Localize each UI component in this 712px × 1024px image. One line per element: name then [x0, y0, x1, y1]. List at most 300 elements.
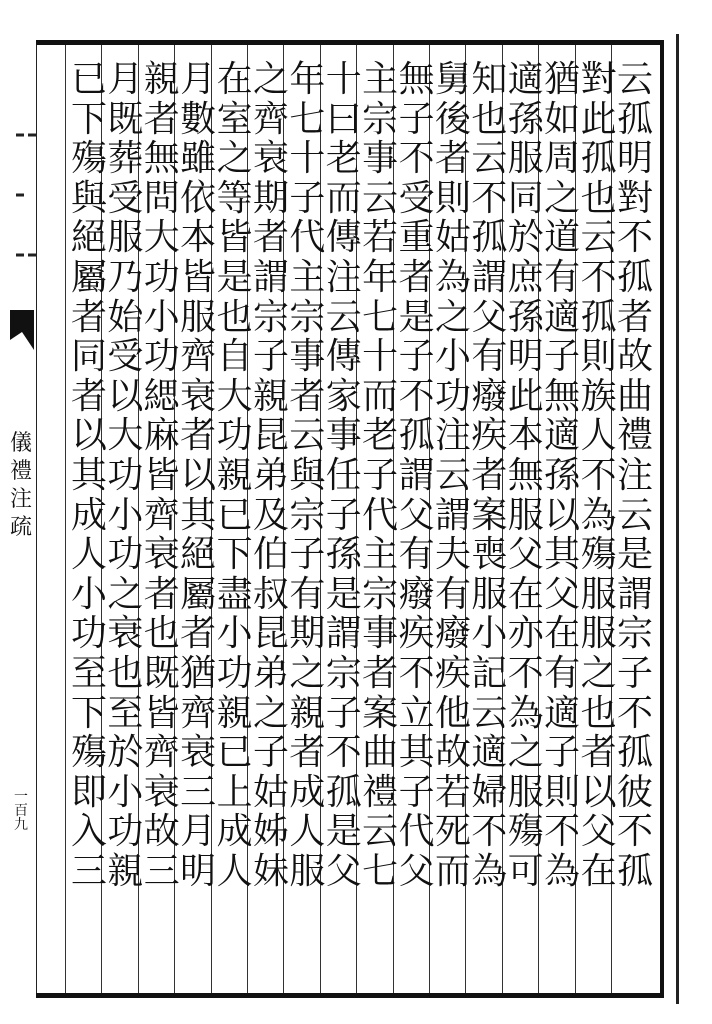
character: 子 [544, 732, 581, 774]
character: 無 [398, 59, 435, 100]
character: 皆 [180, 256, 217, 298]
character: 不 [398, 138, 435, 180]
character: 宗 [252, 296, 289, 338]
character: 庶 [507, 256, 544, 298]
character: 則 [434, 177, 471, 219]
character: 云 [362, 177, 399, 219]
character: 依 [180, 177, 217, 219]
character: 皆 [216, 217, 253, 259]
character: 人 [289, 811, 326, 853]
character: 成 [216, 811, 253, 853]
character: 子 [325, 494, 362, 536]
character: 故 [143, 811, 180, 853]
character: 在 [216, 59, 253, 100]
character: 傳 [325, 336, 362, 378]
character: 案 [471, 494, 508, 536]
character: 已 [216, 494, 253, 536]
character: 屬 [70, 256, 107, 298]
character: 者 [143, 573, 180, 615]
character: 以 [107, 375, 144, 417]
character: 代 [289, 217, 326, 259]
character: 為 [471, 850, 508, 892]
character: 下 [70, 98, 107, 140]
character: 小 [70, 573, 107, 615]
character: 人 [70, 534, 107, 576]
character: 殤 [70, 138, 107, 180]
character: 小 [107, 771, 144, 813]
character: 在 [507, 573, 544, 615]
character: 下 [70, 692, 107, 734]
character: 在 [580, 850, 617, 892]
character: 有 [544, 256, 581, 298]
character: 事 [362, 613, 399, 655]
character: 齊 [180, 336, 217, 378]
title-character: 疏 [9, 515, 32, 540]
character: 云 [471, 138, 508, 180]
character: 而 [325, 177, 362, 219]
title-character: 禮 [9, 459, 32, 484]
character: 謂 [325, 613, 362, 655]
character: 者 [471, 454, 508, 496]
character: 孫 [325, 534, 362, 576]
character: 子 [252, 732, 289, 774]
character: 適 [507, 59, 544, 100]
folio-number [8, 790, 34, 832]
character: 子 [398, 98, 435, 140]
character: 功 [107, 811, 144, 853]
character: 有 [471, 336, 508, 378]
character: 衰 [143, 771, 180, 813]
character: 葬 [107, 138, 144, 180]
character: 昆 [252, 613, 289, 655]
character: 子 [252, 336, 289, 378]
character: 若 [362, 217, 399, 259]
character: 之 [107, 573, 144, 615]
character: 為 [580, 494, 617, 536]
character: 家 [325, 375, 362, 417]
character: 功 [434, 375, 471, 417]
character: 殤 [70, 732, 107, 774]
character: 若 [434, 771, 471, 813]
character: 曰 [325, 98, 362, 140]
character: 也 [580, 177, 617, 219]
folio-character: 百 [14, 803, 28, 819]
character: 期 [289, 613, 326, 655]
character: 有 [434, 573, 471, 615]
character: 成 [289, 771, 326, 813]
character: 既 [143, 652, 180, 694]
character: 親 [143, 59, 180, 100]
character: 者 [70, 375, 107, 417]
character: 癈 [434, 613, 471, 655]
character: 三 [143, 850, 180, 892]
character: 孤 [616, 850, 653, 892]
character: 功 [70, 613, 107, 655]
character: 小 [143, 296, 180, 338]
character: 亦 [507, 613, 544, 655]
character: 主 [362, 59, 399, 100]
character: 對 [580, 59, 617, 100]
character: 父 [398, 850, 435, 892]
character: 姑 [434, 217, 471, 259]
character: 小 [216, 613, 253, 655]
character: 父 [325, 850, 362, 892]
character: 親 [216, 454, 253, 496]
character: 孤 [616, 98, 653, 140]
character: 夫 [434, 534, 471, 576]
character: 親 [289, 692, 326, 734]
character: 七 [289, 98, 326, 140]
character: 以 [70, 415, 107, 457]
character: 也 [580, 692, 617, 734]
character: 其 [70, 454, 107, 496]
character: 明 [180, 850, 217, 892]
character: 自 [216, 336, 253, 378]
character: 者 [398, 256, 435, 298]
character: 衰 [107, 613, 144, 655]
character: 謂 [252, 256, 289, 298]
character: 齊 [143, 494, 180, 536]
character: 禮 [362, 771, 399, 813]
character: 本 [507, 415, 544, 457]
character: 族 [580, 375, 617, 417]
character: 月 [180, 59, 217, 100]
character: 也 [216, 296, 253, 338]
character: 老 [325, 138, 362, 180]
character: 麻 [143, 415, 180, 457]
character: 殤 [507, 811, 544, 853]
character: 猶 [544, 59, 581, 100]
character: 代 [362, 494, 399, 536]
character: 即 [70, 771, 107, 813]
character: 宗 [289, 296, 326, 338]
character: 等 [216, 177, 253, 219]
character: 皆 [143, 692, 180, 734]
character: 始 [107, 296, 144, 338]
character: 婦 [471, 771, 508, 813]
character: 姊 [252, 811, 289, 853]
character: 主 [362, 534, 399, 576]
character: 服 [507, 138, 544, 180]
character: 者 [70, 296, 107, 338]
character: 疾 [434, 652, 471, 694]
character: 孤 [580, 296, 617, 338]
character: 齊 [143, 732, 180, 774]
character: 是 [325, 573, 362, 615]
character: 此 [507, 375, 544, 417]
margin-tick-marks [14, 105, 38, 345]
character: 猶 [180, 652, 217, 694]
character: 孤 [616, 256, 653, 298]
character: 小 [434, 336, 471, 378]
character: 以 [180, 454, 217, 496]
character: 已 [70, 59, 107, 100]
folio-character: 九 [14, 817, 28, 833]
character: 弟 [252, 652, 289, 694]
character: 小 [471, 613, 508, 655]
character: 者 [434, 138, 471, 180]
character: 受 [398, 177, 435, 219]
character: 功 [216, 415, 253, 457]
character: 此 [580, 98, 617, 140]
character: 任 [325, 454, 362, 496]
character: 既 [107, 98, 144, 140]
character: 者 [180, 415, 217, 457]
character: 可 [507, 850, 544, 892]
character: 他 [434, 692, 471, 734]
character: 孫 [507, 296, 544, 338]
text-column [66, 60, 112, 891]
character: 以 [580, 771, 617, 813]
character: 弟 [252, 454, 289, 496]
character: 則 [580, 336, 617, 378]
character: 謂 [434, 494, 471, 536]
character: 老 [362, 415, 399, 457]
character: 十 [289, 138, 326, 180]
character: 者 [252, 217, 289, 259]
character: 成 [70, 494, 107, 536]
character: 孤 [580, 138, 617, 180]
character: 云 [325, 296, 362, 338]
character: 是 [616, 534, 653, 576]
character: 三 [70, 850, 107, 892]
character: 父 [398, 494, 435, 536]
character: 者 [580, 732, 617, 774]
character: 注 [325, 256, 362, 298]
character: 禮 [616, 415, 653, 457]
character: 癈 [398, 573, 435, 615]
character: 同 [70, 336, 107, 378]
character: 於 [507, 217, 544, 259]
character: 之 [434, 296, 471, 338]
character: 子 [362, 454, 399, 496]
character: 至 [70, 652, 107, 694]
character: 而 [362, 375, 399, 417]
character: 子 [398, 336, 435, 378]
character: 十 [362, 336, 399, 378]
character: 問 [143, 177, 180, 219]
character: 同 [507, 177, 544, 219]
character: 殤 [580, 534, 617, 576]
character: 其 [398, 732, 435, 774]
character: 宗 [289, 494, 326, 536]
character: 屬 [180, 573, 217, 615]
character: 父 [580, 811, 617, 853]
character: 衰 [180, 732, 217, 774]
character: 是 [325, 811, 362, 853]
character: 明 [616, 138, 653, 180]
character: 之 [252, 59, 289, 100]
character: 子 [289, 177, 326, 219]
character: 子 [544, 336, 581, 378]
character: 舅 [434, 59, 471, 100]
character: 服 [471, 573, 508, 615]
character: 記 [471, 652, 508, 694]
character: 孫 [507, 98, 544, 140]
character: 周 [544, 138, 581, 180]
character: 云 [580, 217, 617, 259]
character: 子 [289, 534, 326, 576]
character: 疾 [471, 415, 508, 457]
character: 父 [544, 573, 581, 615]
character: 者 [289, 375, 326, 417]
character: 十 [325, 59, 362, 100]
character: 功 [143, 256, 180, 298]
character: 主 [289, 256, 326, 298]
character: 無 [544, 375, 581, 417]
character: 也 [143, 613, 180, 655]
character: 事 [289, 336, 326, 378]
character: 是 [398, 296, 435, 338]
character: 子 [616, 652, 653, 694]
character: 為 [434, 256, 471, 298]
character: 親 [252, 375, 289, 417]
character: 對 [616, 177, 653, 219]
character: 事 [325, 415, 362, 457]
character: 適 [471, 732, 508, 774]
character: 而 [434, 850, 471, 892]
character: 宗 [325, 652, 362, 694]
character: 月 [180, 811, 217, 853]
right-edge-line [676, 34, 679, 1004]
character: 故 [434, 732, 471, 774]
character: 為 [544, 850, 581, 892]
character: 適 [544, 296, 581, 338]
character: 月 [107, 59, 144, 100]
character: 孤 [616, 732, 653, 774]
character: 大 [216, 375, 253, 417]
title-character: 儀 [9, 431, 32, 456]
character: 之 [252, 692, 289, 734]
character: 其 [544, 534, 581, 576]
character: 不 [616, 811, 653, 853]
character: 不 [616, 217, 653, 259]
character: 服 [507, 771, 544, 813]
character: 注 [616, 454, 653, 496]
character: 功 [107, 534, 144, 576]
fish-tail-mark-icon [10, 310, 34, 350]
character: 者 [362, 652, 399, 694]
character: 於 [107, 732, 144, 774]
column-rule [65, 45, 66, 993]
character: 子 [398, 771, 435, 813]
character: 絕 [180, 534, 217, 576]
character: 姑 [252, 771, 289, 813]
character: 重 [398, 217, 435, 259]
character: 曲 [616, 375, 653, 417]
character: 如 [544, 98, 581, 140]
character: 為 [507, 692, 544, 734]
character: 適 [544, 692, 581, 734]
character: 服 [107, 217, 144, 259]
character: 傳 [325, 217, 362, 259]
character: 孤 [325, 771, 362, 813]
character: 者 [143, 98, 180, 140]
character: 上 [216, 771, 253, 813]
character: 下 [216, 534, 253, 576]
character: 云 [616, 494, 653, 536]
character: 親 [216, 692, 253, 734]
character: 云 [616, 59, 653, 100]
title-character: 注 [9, 487, 32, 512]
character: 孤 [471, 217, 508, 259]
character: 數 [180, 98, 217, 140]
character: 三 [180, 771, 217, 813]
character: 云 [471, 692, 508, 734]
character: 入 [70, 811, 107, 853]
character: 齊 [180, 692, 217, 734]
character: 已 [216, 732, 253, 774]
character: 云 [434, 454, 471, 496]
character: 乃 [107, 256, 144, 298]
character: 立 [398, 692, 435, 734]
folio-character: 一 [14, 789, 28, 805]
character: 有 [544, 652, 581, 694]
character: 年 [289, 59, 326, 100]
character: 孤 [398, 415, 435, 457]
character: 父 [471, 296, 508, 338]
character: 不 [580, 454, 617, 496]
character: 在 [544, 613, 581, 655]
character: 代 [398, 811, 435, 853]
character: 伯 [252, 534, 289, 576]
character: 緦 [143, 375, 180, 417]
character: 小 [107, 494, 144, 536]
character: 者 [616, 296, 653, 338]
character: 服 [289, 850, 326, 892]
character: 不 [325, 732, 362, 774]
character: 宗 [362, 98, 399, 140]
character: 七 [362, 850, 399, 892]
character: 後 [434, 98, 471, 140]
character: 不 [471, 177, 508, 219]
character: 無 [143, 138, 180, 180]
character: 絕 [70, 217, 107, 259]
character: 喪 [471, 534, 508, 576]
character: 宗 [616, 613, 653, 655]
character: 不 [507, 652, 544, 694]
character: 人 [580, 415, 617, 457]
character: 謂 [471, 256, 508, 298]
character: 功 [143, 336, 180, 378]
character: 宗 [362, 573, 399, 615]
character: 無 [507, 454, 544, 496]
character: 其 [180, 494, 217, 536]
character: 彼 [616, 771, 653, 813]
character: 父 [507, 534, 544, 576]
character: 服 [507, 494, 544, 536]
character: 盡 [216, 573, 253, 615]
character: 子 [325, 692, 362, 734]
character: 者 [289, 732, 326, 774]
character: 故 [616, 336, 653, 378]
character: 七 [362, 296, 399, 338]
character: 不 [471, 811, 508, 853]
character: 叔 [252, 573, 289, 615]
character: 衰 [180, 375, 217, 417]
character: 之 [507, 732, 544, 774]
character: 齊 [252, 98, 289, 140]
character: 受 [107, 177, 144, 219]
character: 有 [289, 573, 326, 615]
margin-book-title [8, 430, 34, 542]
character: 服 [580, 613, 617, 655]
character: 年 [362, 256, 399, 298]
character: 也 [107, 652, 144, 694]
character: 服 [580, 573, 617, 615]
character: 曲 [362, 732, 399, 774]
character: 不 [580, 256, 617, 298]
